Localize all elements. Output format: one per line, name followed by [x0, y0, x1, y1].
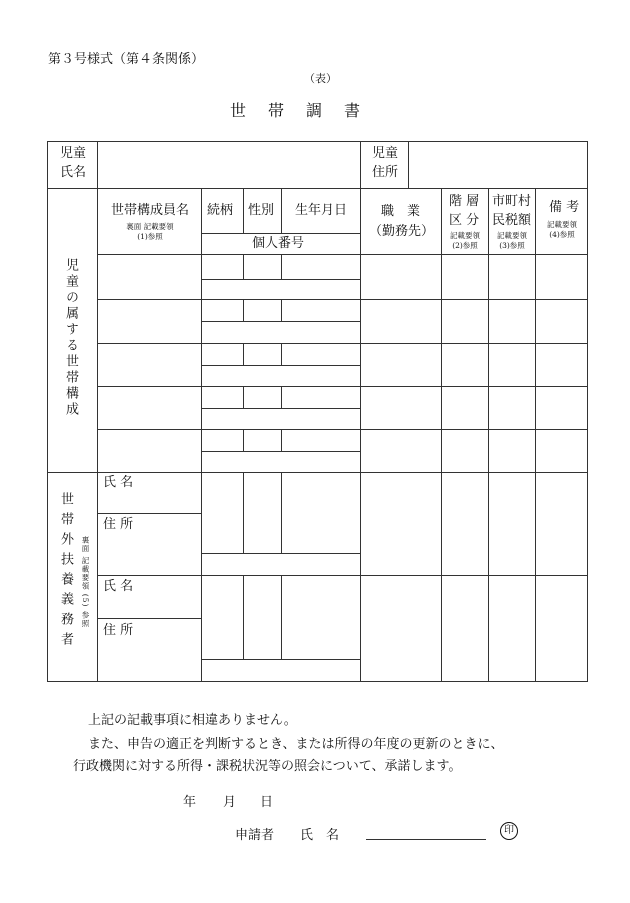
household-row-divider: [281, 343, 282, 366]
date-day-label: 日: [260, 795, 274, 810]
col-tier-1: 階 層: [449, 194, 480, 209]
household-row-divider: [243, 343, 244, 366]
side-label: （表）: [304, 72, 337, 85]
member-name-note-1: 裏面 記載要領: [126, 222, 174, 231]
support-name-divider: [97, 618, 201, 619]
household-header-bottom: [97, 254, 588, 255]
col-relation: 続柄: [207, 203, 234, 218]
row-divider-top: [47, 188, 588, 189]
remarks-note-1: 記載要領: [547, 220, 577, 229]
household-row-divider: [281, 429, 282, 452]
col-line-gender: [281, 188, 282, 234]
remarks-note-2: (4)参照: [549, 230, 575, 239]
member-name-note-2: (1)参照: [137, 232, 163, 241]
form-number: 第３号様式（第４条関係）: [48, 52, 205, 67]
applicant-name-label: 氏 名: [300, 828, 340, 843]
col-line-name: [201, 188, 202, 682]
applicant-label: 申請者: [235, 828, 275, 843]
household-row-line: [97, 386, 588, 387]
support-row-divider: [281, 575, 282, 660]
col-tax-1: 市町村: [492, 194, 532, 209]
household-row-divider: [243, 429, 244, 452]
declaration-line-1: 上記の記載事項に相違ありません。: [88, 713, 297, 728]
col-line-birth: [360, 188, 361, 682]
frame-left: [47, 141, 48, 682]
frame-top: [47, 141, 588, 142]
household-row-line: [97, 429, 588, 430]
tax-note-1: 記載要領: [497, 231, 527, 240]
col-gender: 性別: [248, 203, 275, 218]
col-line-tier: [488, 188, 489, 682]
col-line-relation: [243, 188, 244, 234]
col-birthdate: 生年月日: [295, 203, 348, 218]
support-row-divider: [243, 575, 244, 660]
top-label-divider-1: [97, 141, 98, 189]
col-line-occupation: [441, 188, 442, 682]
tax-note-2: (3)参照: [499, 241, 525, 250]
seal-mark: 印: [500, 822, 518, 840]
support-row-divider: [281, 472, 282, 554]
frame-bottom: [47, 681, 588, 682]
support-name-label-2: 氏 名: [103, 579, 134, 594]
top-label-divider-2: [360, 141, 361, 189]
household-row-divider: [243, 386, 244, 409]
household-row-divider: [243, 254, 244, 280]
household-row-divider: [243, 299, 244, 322]
tier-note-2: (2)参照: [452, 241, 478, 250]
col-occupation-1: 職 業: [381, 204, 421, 219]
household-section-bottom: [47, 472, 588, 473]
support-address-label-2: 住 所: [103, 623, 134, 638]
col-occupation-2: （勤務先）: [369, 224, 435, 239]
support-name-label-1: 氏 名: [103, 475, 134, 490]
page-title: 世帯調書: [230, 101, 383, 120]
child-name-label-1: 児童: [60, 146, 87, 161]
col-member-name: 世帯構成員名: [111, 203, 190, 218]
signature-line[interactable]: [366, 839, 486, 840]
household-row-divider: [281, 299, 282, 322]
household-row-line: [97, 299, 588, 300]
support-section-label: 世帯外扶養義務者: [58, 492, 73, 652]
child-address-label-1: 児童: [372, 146, 399, 161]
date-month-label: 月: [223, 795, 237, 810]
household-row-divider: [281, 254, 282, 280]
declaration-line-3: 行政機関に対する所得・課税状況等の照会について、承諾します。: [73, 759, 462, 774]
support-side-note: 裏面 記載要領 (5) 参照: [81, 536, 90, 628]
child-name-label-2: 氏名: [60, 165, 87, 180]
col-tier-2: 区 分: [449, 213, 480, 228]
col-line-label: [97, 188, 98, 682]
support-row-divider: [243, 472, 244, 554]
col-personal-number: 個人番号: [252, 236, 305, 251]
support-address-label-1: 住 所: [103, 517, 134, 532]
child-address-label-2: 住所: [372, 165, 399, 180]
support-name-divider: [97, 513, 201, 514]
top-label-divider-3: [408, 141, 409, 189]
household-row-divider: [281, 386, 282, 409]
household-section-label: 児童の属する世帯構成: [63, 258, 78, 418]
tier-note-1: 記載要領: [450, 231, 480, 240]
household-row-line: [97, 343, 588, 344]
declaration-line-2: また、申告の適正を判断するとき、または所得の年度の更新のときに、: [88, 737, 504, 752]
date-year-label: 年: [183, 795, 197, 810]
support-group-divider: [97, 575, 588, 576]
col-tax-2: 民税額: [492, 213, 532, 228]
col-line-tax: [535, 188, 536, 682]
frame-right: [587, 141, 588, 682]
col-remarks: 備 考: [549, 200, 580, 215]
